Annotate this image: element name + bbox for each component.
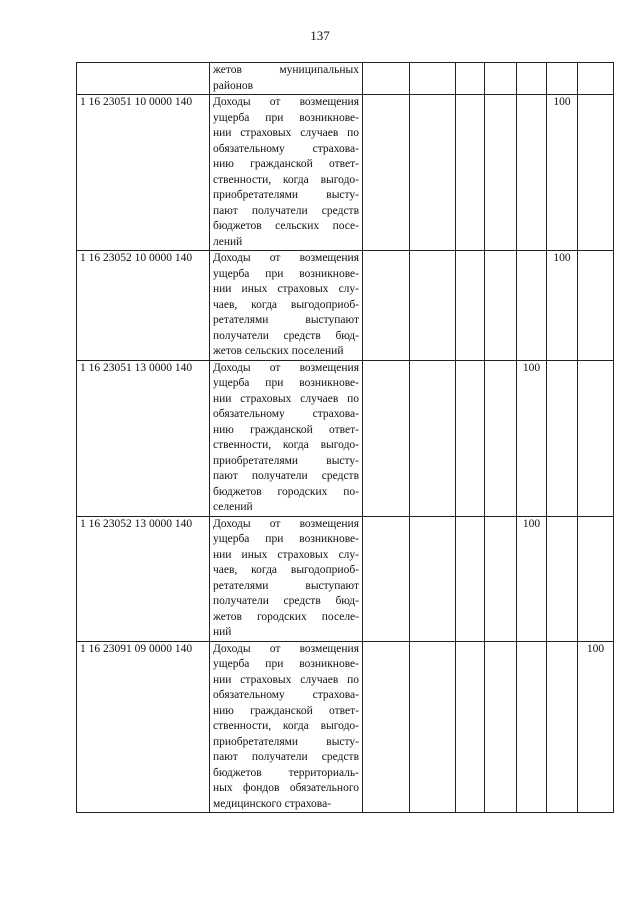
normative-value-cell [485,95,517,251]
income-code-cell: 1 16 23052 10 0000 140 [77,251,210,361]
table-row [77,63,614,95]
description-line: приобретателями высту- [213,189,359,201]
income-code-cell [77,63,210,95]
description-line: ретателями выступают [213,579,359,592]
page-number: 137 [310,28,330,43]
normative-value-cell: 100 [517,360,547,516]
normative-value-cell [485,63,517,95]
table-row [77,95,614,251]
normative-value-cell [456,641,485,813]
budget-classification-table [76,62,614,813]
normative-value-cell [410,95,456,251]
description-line: получатели средств бюд- [213,329,359,342]
income-description-cell [210,360,363,516]
normative-value-cell [363,251,410,361]
normative-value-cell [517,63,547,95]
normative-value-cell [485,360,517,516]
income-code-cell: 1 16 23051 10 0000 140 [77,95,210,251]
table-row [77,641,614,813]
description-line: получатели средств бюд- [213,595,359,607]
description-line: нии страховых случаев по [213,392,359,405]
description-line: приобретателями высту- [213,735,359,748]
description-line: нии страховых случаев по [213,127,359,139]
income-description-cell [210,641,363,813]
income-code-cell: 1 16 23091 09 0000 140 [77,641,210,813]
description-line: жетов городских поселе- [213,610,359,623]
description-line: нию гражданской ответ- [213,423,359,436]
normative-value-cell [410,251,456,361]
description-line: медицинского страхова- [213,797,332,810]
description-line: нии страховых случаев по [213,673,359,686]
income-code-cell: 1 16 23052 13 0000 140 [77,516,210,641]
normative-value-cell [547,516,578,641]
normative-value-cell [517,95,547,251]
normative-value-cell [578,251,614,361]
normative-value-cell [517,641,547,813]
description-line: обязательному страхова- [213,142,359,155]
description-line: лений [213,235,243,248]
description-line: чаев, когда выгодоприоб- [213,298,359,311]
description-line: ущерба при возникнове- [213,111,359,124]
normative-value-cell [517,251,547,361]
normative-value-cell [578,95,614,251]
description-line: нии иных страховых слу- [213,548,359,561]
description-line: бюджетов территориаль- [213,766,359,779]
normative-value-cell [363,95,410,251]
normative-value-cell [410,360,456,516]
description-line: бюджетов городских по- [213,485,359,498]
normative-value-cell [547,360,578,516]
description-line: обязательному страхова- [213,689,359,701]
income-description-cell [210,516,363,641]
normative-value-cell: 100 [517,516,547,641]
normative-value-cell [410,641,456,813]
normative-value-cell [363,63,410,95]
description-line: Доходы от возмещения [213,642,359,655]
income-code-cell: 1 16 23051 13 0000 140 [77,360,210,516]
description-line: ущерба при возникнове- [213,658,359,670]
normative-value-cell [363,641,410,813]
normative-value-cell: 100 [578,641,614,813]
description-line: ущерба при возникнове- [213,377,359,389]
normative-value-cell [547,641,578,813]
normative-value-cell [578,63,614,95]
description-line: селений [213,501,253,513]
normative-value-cell [410,63,456,95]
table-row [77,516,614,641]
normative-value-cell [485,516,517,641]
description-line: ственности, когда выгодо- [213,720,359,732]
description-line: Доходы от возмещения [213,361,359,374]
description-line: пают получатели средств [213,204,359,217]
normative-value-cell [547,63,578,95]
description-line: ретателями выступают [213,314,359,326]
description-line: ний [213,626,232,638]
description-line: Доходы от возмещения [213,517,359,530]
description-line: районов [213,79,254,92]
normative-value-cell: 100 [547,251,578,361]
normative-value-cell [456,95,485,251]
description-line: обязательному страхова- [213,408,359,420]
normative-value-cell [485,641,517,813]
table-body [77,63,614,813]
description-line: ных фондов обязательного [213,782,359,794]
table-row [77,251,614,361]
normative-value-cell [456,360,485,516]
description-line: жетов сельских поселений [213,345,344,357]
income-description-cell [210,95,363,251]
normative-value-cell [456,251,485,361]
description-line: ственности, когда выгодо- [213,173,359,186]
normative-value-cell [456,63,485,95]
normative-value-cell [485,251,517,361]
normative-value-cell [410,516,456,641]
description-line: чаев, когда выгодоприоб- [213,564,359,576]
normative-value-cell [363,360,410,516]
description-line: нию гражданской ответ- [213,704,359,717]
description-line: приобретателями высту- [213,454,359,467]
description-line: ущерба при возникнове- [213,267,359,280]
description-line: нии иных страховых слу- [213,283,359,295]
income-description-cell [210,251,363,361]
description-line: жетов муниципальных [213,64,359,76]
description-line: пают получатели средств [213,751,359,763]
description-line: ственности, когда выгодо- [213,439,359,451]
description-line: бюджетов сельских посе- [213,220,359,232]
normative-value-cell: 100 [547,95,578,251]
description-line: ущерба при возникнове- [213,533,359,545]
normative-value-cell [578,360,614,516]
normative-value-cell [456,516,485,641]
normative-value-cell [578,516,614,641]
description-line: Доходы от возмещения [213,96,359,108]
description-line: Доходы от возмещения [213,252,359,264]
description-line: нию гражданской ответ- [213,158,359,170]
income-description-cell [210,63,363,95]
table-row [77,360,614,516]
description-line: пают получатели средств [213,470,359,482]
normative-value-cell [363,516,410,641]
